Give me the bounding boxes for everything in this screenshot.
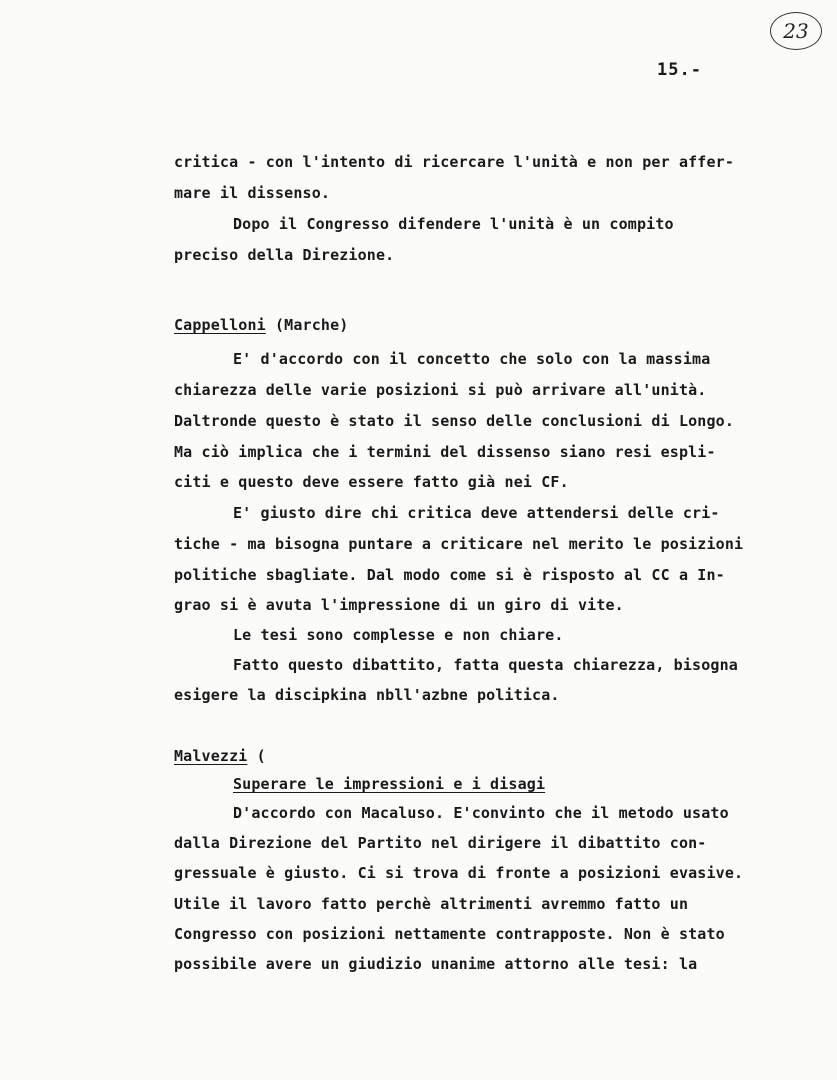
text-line: Daltronde questo è stato il senso delle conclusioni di Longo.: [174, 412, 735, 430]
section-subheading: Superare le impressioni e i disagi: [233, 775, 546, 793]
archive-number-stamp: 23: [770, 12, 822, 50]
text-line: Dopo il Congresso difendere l'unità è un compito: [233, 215, 674, 233]
text-line: Ma ciò implica che i termini del dissenso siano resi espli-: [174, 443, 716, 461]
text-line: tiche - ma bisogna puntare a criticare nel merito le posizioni: [174, 535, 744, 553]
text-line: grao si è avuta l'impressione di un giro di vite.: [174, 596, 624, 614]
text-line: politiche sbagliate. Dal modo come si è risposto al CC a In-: [174, 566, 725, 584]
text-line: E' giusto dire chi critica deve attendersi delle cri-: [233, 504, 720, 522]
page-number: 15.-: [657, 60, 702, 80]
text-line: mare il dissenso.: [174, 184, 331, 202]
text-line: Fatto questo dibattito, fatta questa chiarezza, bisogna: [233, 656, 738, 674]
text-line: critica - con l'intento di ricercare l'unità e non per affer-: [174, 153, 735, 171]
text-line: gressuale è giusto. Ci si trova di fronte a posizioni evasive.: [174, 864, 744, 882]
text-line: preciso della Direzione.: [174, 246, 395, 264]
text-line: Le tesi sono complesse e non chiare.: [233, 626, 564, 644]
speaker-region: (Marche): [275, 316, 349, 334]
text-line: D'accordo con Macaluso. E'convinto che il metodo usato: [233, 804, 729, 822]
text-line: chiarezza delle varie posizioni si può arrivare all'unità.: [174, 381, 707, 399]
text-line: Utile il lavoro fatto perchè altrimenti avremmo fatto un: [174, 895, 689, 913]
text-line: E' d'accordo con il concetto che solo con la massima: [233, 350, 711, 368]
speaker-name: Malvezzi: [174, 747, 248, 765]
speaker-region: (: [256, 747, 266, 765]
speaker-name: Cappelloni: [174, 316, 266, 334]
text-line: Congresso con posizioni nettamente contrapposte. Non è stato: [174, 925, 725, 943]
text-line: esigere la discipkina nbll'azbne politica.: [174, 686, 560, 704]
text-line: citi e questo deve essere fatto già nei CF.: [174, 473, 569, 491]
text-line: possibile avere un giudizio unanime attorno alle tesi: la: [174, 955, 698, 973]
text-line: dalla Direzione del Partito nel dirigere il dibattito con-: [174, 834, 707, 852]
speaker-heading: [174, 747, 266, 765]
speaker-heading: [174, 316, 348, 334]
